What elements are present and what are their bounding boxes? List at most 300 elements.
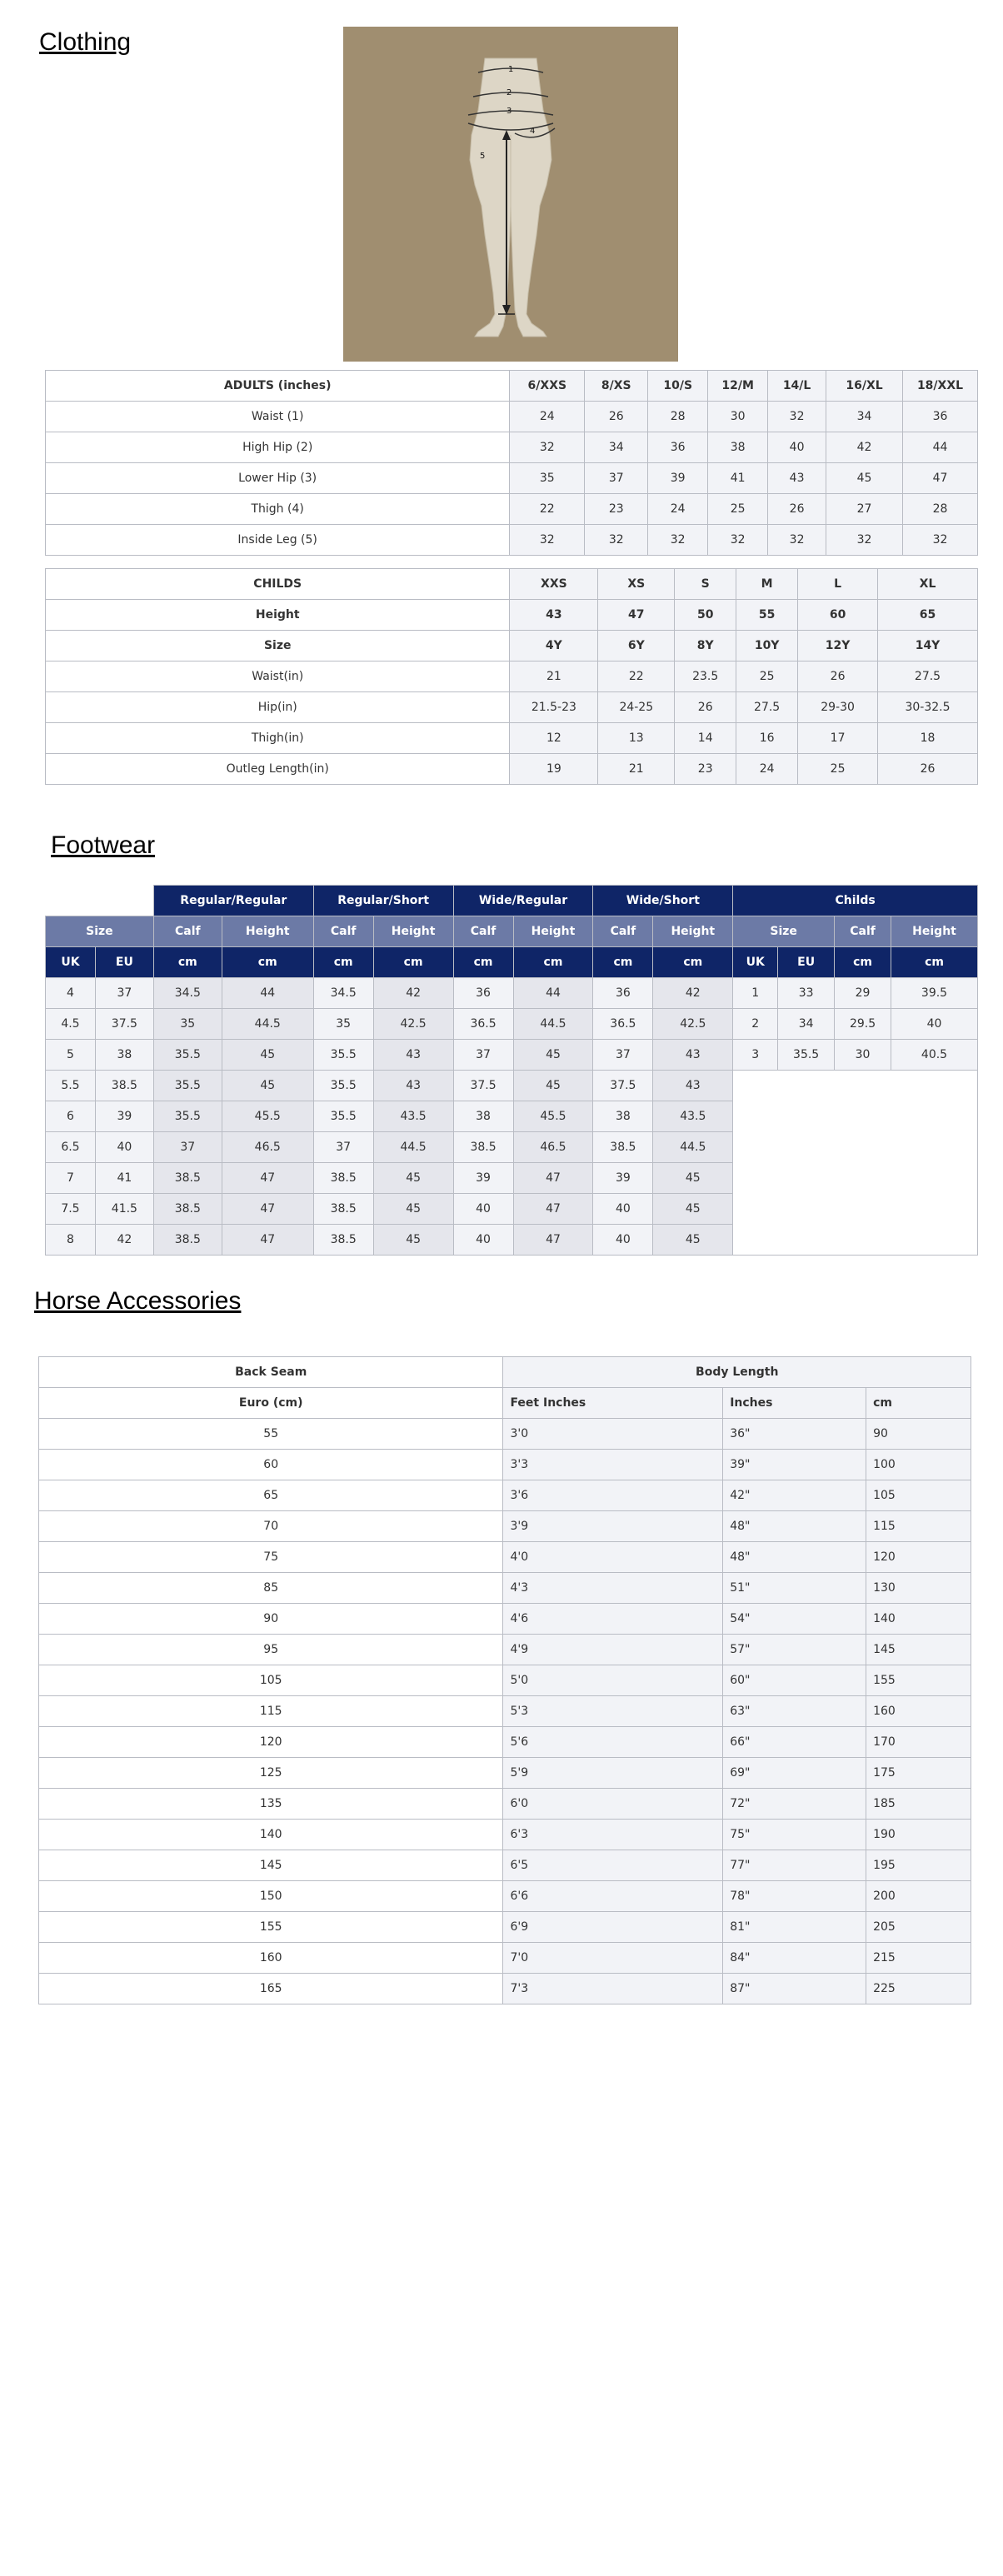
subheader-cell: Height [373, 916, 453, 947]
table-cell: 38.5 [313, 1194, 373, 1225]
table-cell: 38.5 [153, 1163, 222, 1194]
table-cell: 7'0 [503, 1943, 723, 1974]
table-cell: 7'3 [503, 1974, 723, 2004]
table-cell: 40 [95, 1132, 153, 1163]
horse-header-row-2 [39, 1388, 971, 1419]
table-cell: 120 [866, 1542, 971, 1573]
table-cell: 6'9 [503, 1912, 723, 1943]
unit-cell: EU [778, 947, 835, 978]
measure-label-5: 5 [480, 152, 486, 161]
table-cell: 63" [723, 1696, 866, 1727]
leg-measurement-image [343, 27, 678, 362]
unit-cell: cm [222, 947, 313, 978]
childs-header-row [46, 569, 978, 600]
table-cell: 170 [866, 1727, 971, 1758]
table-cell: 36.5 [593, 1009, 653, 1040]
table-row [39, 1789, 971, 1820]
table-cell: 39 [453, 1163, 513, 1194]
table-cell: 45.5 [222, 1101, 313, 1132]
table-row [39, 1511, 971, 1542]
table-cell: 5'9 [503, 1758, 723, 1789]
table-cell: 34 [585, 432, 648, 463]
table-cell: 48" [723, 1542, 866, 1573]
table-cell: 48" [723, 1511, 866, 1542]
table-cell: 38.5 [453, 1132, 513, 1163]
table-cell: 3'3 [503, 1450, 723, 1480]
table-cell: 28 [648, 402, 708, 432]
table-cell: 41 [708, 463, 768, 494]
table-cell: 60 [39, 1450, 503, 1480]
table-cell: 205 [866, 1912, 971, 1943]
childs-cell: 35.5 [778, 1040, 835, 1071]
unit-cell: cm [891, 947, 978, 978]
table-row [39, 1450, 971, 1480]
table-cell: 8 [46, 1225, 96, 1256]
table-row [39, 1943, 971, 1974]
table-cell: 190 [866, 1820, 971, 1850]
table-header-cell: 18/XXL [903, 371, 978, 402]
table-cell: 43 [653, 1071, 733, 1101]
table-header-cell: ADULTS (inches) [46, 371, 510, 402]
table-cell: 27 [826, 494, 903, 525]
table-cell: 195 [866, 1850, 971, 1881]
table-row [39, 1665, 971, 1696]
table-cell: 3'9 [503, 1511, 723, 1542]
table-row [46, 661, 978, 692]
table-cell: 35.5 [153, 1101, 222, 1132]
table-cell: 26 [798, 661, 878, 692]
table-cell: 35 [313, 1009, 373, 1040]
childs-cell: 1 [733, 978, 778, 1009]
table-cell: 37 [453, 1040, 513, 1071]
table-cell: 23 [585, 494, 648, 525]
table-cell: 44 [903, 432, 978, 463]
table-cell: 95 [39, 1635, 503, 1665]
unit-cell: cm [653, 947, 733, 978]
table-header-cell: 8/XS [585, 371, 648, 402]
table-cell: 84" [723, 1943, 866, 1974]
table-row [39, 1820, 971, 1850]
table-cell: 35.5 [313, 1101, 373, 1132]
table-cell: 4.5 [46, 1009, 96, 1040]
unit-cell: UK [46, 947, 96, 978]
table-row [46, 978, 978, 1009]
table-cell: 45 [222, 1071, 313, 1101]
table-cell: 36 [648, 432, 708, 463]
row-label: Inside Leg (5) [46, 525, 510, 556]
row-label: High Hip (2) [46, 432, 510, 463]
table-cell: 185 [866, 1789, 971, 1820]
table-cell: 43.5 [373, 1101, 453, 1132]
table-cell: 5.5 [46, 1071, 96, 1101]
row-label: Waist(in) [46, 661, 510, 692]
table-cell: 6'0 [503, 1789, 723, 1820]
table-cell: 105 [866, 1480, 971, 1511]
childs-cell: 33 [778, 978, 835, 1009]
table-cell: 44.5 [222, 1009, 313, 1040]
table-cell: 200 [866, 1881, 971, 1912]
table-cell: 5'0 [503, 1665, 723, 1696]
table-cell: 60 [798, 600, 878, 631]
table-cell: 44 [222, 978, 313, 1009]
table-cell: 21.5-23 [510, 692, 598, 723]
table-cell: 46.5 [222, 1132, 313, 1163]
table-row [39, 1912, 971, 1943]
table-cell: 26 [585, 402, 648, 432]
table-cell: 45 [653, 1194, 733, 1225]
table-cell: 47 [513, 1194, 593, 1225]
table-header-cell: Inches [723, 1388, 866, 1419]
row-label: Waist (1) [46, 402, 510, 432]
table-cell: 18 [878, 723, 978, 754]
table-cell: 42 [95, 1225, 153, 1256]
table-cell: 42 [653, 978, 733, 1009]
table-cell: 6'5 [503, 1850, 723, 1881]
subheader-cell: Height [891, 916, 978, 947]
table-cell: 16 [736, 723, 798, 754]
table-cell: 22 [598, 661, 675, 692]
table-header-cell: 16/XL [826, 371, 903, 402]
table-cell: 36.5 [453, 1009, 513, 1040]
table-cell: 145 [866, 1635, 971, 1665]
table-row [46, 600, 978, 631]
table-cell: 35.5 [313, 1071, 373, 1101]
table-cell: 37 [585, 463, 648, 494]
table-row [46, 525, 978, 556]
table-cell: 90 [866, 1419, 971, 1450]
table-cell: 85 [39, 1573, 503, 1604]
table-cell: 22 [510, 494, 585, 525]
table-header-cell: Back Seam [39, 1357, 503, 1388]
childs-size-table [45, 568, 978, 785]
unit-cell: cm [313, 947, 373, 978]
table-cell: 140 [39, 1820, 503, 1850]
table-cell: 46.5 [513, 1132, 593, 1163]
table-cell: 25 [798, 754, 878, 785]
table-cell: 38.5 [95, 1071, 153, 1101]
table-cell: 35.5 [153, 1040, 222, 1071]
table-cell: 39 [593, 1163, 653, 1194]
table-cell: 5'6 [503, 1727, 723, 1758]
table-row [46, 494, 978, 525]
table-cell: 36 [903, 402, 978, 432]
table-cell: 41.5 [95, 1194, 153, 1225]
table-cell: 4Y [510, 631, 598, 661]
table-cell: 26 [768, 494, 826, 525]
footwear-subheader-row [46, 916, 978, 947]
table-cell: 38.5 [153, 1225, 222, 1256]
table-cell: 4'6 [503, 1604, 723, 1635]
table-cell: 5'3 [503, 1696, 723, 1727]
table-row [46, 402, 978, 432]
measure-label-4: 4 [530, 127, 536, 136]
table-header-cell: 10/S [648, 371, 708, 402]
table-cell: 66" [723, 1727, 866, 1758]
table-cell: 43 [373, 1040, 453, 1071]
table-cell: 32 [768, 402, 826, 432]
subheader-cell: Size [46, 916, 154, 947]
footwear-size-table [45, 885, 978, 1256]
table-cell: 87" [723, 1974, 866, 2004]
table-cell: 12 [510, 723, 598, 754]
subheader-cell: Calf [313, 916, 373, 947]
table-cell: 32 [510, 432, 585, 463]
table-cell: 45 [513, 1071, 593, 1101]
table-row [46, 631, 978, 661]
childs-cell: 34 [778, 1009, 835, 1040]
row-label: Thigh(in) [46, 723, 510, 754]
table-cell: 41 [95, 1163, 153, 1194]
table-cell: 37.5 [593, 1071, 653, 1101]
row-label: Hip(in) [46, 692, 510, 723]
table-cell: 3'6 [503, 1480, 723, 1511]
table-cell: 40 [453, 1194, 513, 1225]
table-header-cell: cm [866, 1388, 971, 1419]
table-cell: 40 [593, 1194, 653, 1225]
table-cell: 36 [593, 978, 653, 1009]
table-cell: 23 [675, 754, 736, 785]
table-cell: 45 [373, 1225, 453, 1256]
table-cell: 8Y [675, 631, 736, 661]
table-cell: 175 [866, 1758, 971, 1789]
table-cell: 5 [46, 1040, 96, 1071]
table-cell: 39" [723, 1450, 866, 1480]
table-cell: 38 [708, 432, 768, 463]
table-cell: 105 [39, 1665, 503, 1696]
table-cell: 77" [723, 1850, 866, 1881]
horse-accessories-title: Horse Accessories [34, 1287, 242, 1315]
table-cell: 29-30 [798, 692, 878, 723]
table-row [39, 1542, 971, 1573]
row-label: Height [46, 600, 510, 631]
table-cell: 34.5 [153, 978, 222, 1009]
subheader-cell: Height [653, 916, 733, 947]
table-row [46, 692, 978, 723]
table-cell: 4'3 [503, 1573, 723, 1604]
table-cell: 45 [653, 1163, 733, 1194]
table-cell: 65 [878, 600, 978, 631]
table-cell: 38 [95, 1040, 153, 1071]
row-label: Thigh (4) [46, 494, 510, 525]
table-cell: 32 [903, 525, 978, 556]
table-header-cell: 14/L [768, 371, 826, 402]
table-cell: 215 [866, 1943, 971, 1974]
table-cell: 42.5 [653, 1009, 733, 1040]
table-cell: 47 [513, 1225, 593, 1256]
table-cell: 145 [39, 1850, 503, 1881]
table-cell: 10Y [736, 631, 798, 661]
clothing-title: Clothing [39, 28, 132, 56]
table-row [39, 1480, 971, 1511]
table-row [39, 1696, 971, 1727]
empty-cell [46, 886, 154, 916]
group-header: Regular/Short [313, 886, 453, 916]
unit-cell: EU [95, 947, 153, 978]
unit-cell: UK [733, 947, 778, 978]
table-header-cell: S [675, 569, 736, 600]
table-cell: 32 [510, 525, 585, 556]
table-header-cell: 12/M [708, 371, 768, 402]
table-row [39, 1604, 971, 1635]
table-cell: 19 [510, 754, 598, 785]
table-cell: 44.5 [653, 1132, 733, 1163]
table-cell: 43 [373, 1071, 453, 1101]
table-cell: 14 [675, 723, 736, 754]
table-cell: 47 [222, 1194, 313, 1225]
table-cell: 50 [675, 600, 736, 631]
group-header: Childs [733, 886, 978, 916]
table-cell: 25 [708, 494, 768, 525]
table-cell: 4 [46, 978, 96, 1009]
table-cell: 24 [648, 494, 708, 525]
table-cell: 78" [723, 1881, 866, 1912]
subheader-cell: Calf [593, 916, 653, 947]
table-cell: 3'0 [503, 1419, 723, 1450]
childs-cell: 40 [891, 1009, 978, 1040]
table-header-cell: Euro (cm) [39, 1388, 503, 1419]
table-header-cell: M [736, 569, 798, 600]
table-row [46, 1009, 978, 1040]
table-cell: 45 [373, 1194, 453, 1225]
horse-size-table [38, 1356, 971, 2004]
table-cell: 45 [826, 463, 903, 494]
table-cell: 32 [585, 525, 648, 556]
footwear-title: Footwear [51, 831, 156, 859]
table-cell: 4'9 [503, 1635, 723, 1665]
table-cell: 39 [95, 1101, 153, 1132]
table-header-cell: 6/XXS [510, 371, 585, 402]
table-cell: 32 [826, 525, 903, 556]
unit-cell: cm [513, 947, 593, 978]
table-cell: 36 [453, 978, 513, 1009]
table-cell: 30-32.5 [878, 692, 978, 723]
childs-cell: 2 [733, 1009, 778, 1040]
childs-cell: 29.5 [835, 1009, 891, 1040]
table-cell: 25 [736, 661, 798, 692]
table-cell: 30 [708, 402, 768, 432]
table-header-cell: L [798, 569, 878, 600]
measure-label-2: 2 [506, 88, 512, 97]
table-cell: 6Y [598, 631, 675, 661]
table-cell: 45.5 [513, 1101, 593, 1132]
table-cell: 47 [513, 1163, 593, 1194]
table-cell: 35.5 [313, 1040, 373, 1071]
table-cell: 39 [648, 463, 708, 494]
mannequin-legs-illustration [343, 27, 678, 362]
group-header: Regular/Regular [153, 886, 313, 916]
table-cell: 38.5 [593, 1132, 653, 1163]
table-row [39, 1758, 971, 1789]
table-cell: 6'6 [503, 1881, 723, 1912]
table-header-cell: Feet Inches [503, 1388, 723, 1419]
table-row [39, 1727, 971, 1758]
table-cell: 38.5 [313, 1225, 373, 1256]
adults-size-table [45, 370, 978, 556]
table-cell: 38 [453, 1101, 513, 1132]
table-cell: 14Y [878, 631, 978, 661]
horse-header-row-1 [39, 1357, 971, 1388]
table-cell: 43.5 [653, 1101, 733, 1132]
table-cell: 47 [222, 1225, 313, 1256]
row-label: Lower Hip (3) [46, 463, 510, 494]
table-cell: 27.5 [736, 692, 798, 723]
table-cell: 51" [723, 1573, 866, 1604]
table-header-cell: XS [598, 569, 675, 600]
childs-cell: 29 [835, 978, 891, 1009]
table-cell: 37.5 [95, 1009, 153, 1040]
table-cell: 38.5 [153, 1194, 222, 1225]
table-cell: 35 [510, 463, 585, 494]
table-cell: 21 [510, 661, 598, 692]
table-cell: 75" [723, 1820, 866, 1850]
table-cell: 160 [866, 1696, 971, 1727]
table-cell: 45 [513, 1040, 593, 1071]
footwear-group-header-row [46, 886, 978, 916]
table-cell: 155 [866, 1665, 971, 1696]
table-cell: 225 [866, 1974, 971, 2004]
childs-cell: 3 [733, 1040, 778, 1071]
table-cell: 42 [373, 978, 453, 1009]
childs-cell: 40.5 [891, 1040, 978, 1071]
table-cell: 42" [723, 1480, 866, 1511]
table-cell: 47 [903, 463, 978, 494]
table-cell: 7.5 [46, 1194, 96, 1225]
table-cell: 32 [768, 525, 826, 556]
table-cell: 165 [39, 1974, 503, 2004]
table-row [46, 1071, 978, 1101]
table-row [39, 1881, 971, 1912]
table-cell: 57" [723, 1635, 866, 1665]
table-cell: 27.5 [878, 661, 978, 692]
table-cell: 40 [453, 1225, 513, 1256]
table-cell: 140 [866, 1604, 971, 1635]
table-cell: 44.5 [513, 1009, 593, 1040]
table-cell: 35.5 [153, 1071, 222, 1101]
table-cell: 54" [723, 1604, 866, 1635]
table-cell: 26 [675, 692, 736, 723]
table-header-cell: XXS [510, 569, 598, 600]
group-header: Wide/Short [593, 886, 733, 916]
table-cell: 155 [39, 1912, 503, 1943]
row-label: Size [46, 631, 510, 661]
group-header: Wide/Regular [453, 886, 593, 916]
table-cell: 6'3 [503, 1820, 723, 1850]
table-cell: 37 [593, 1040, 653, 1071]
unit-cell: cm [453, 947, 513, 978]
table-cell: 6 [46, 1101, 96, 1132]
empty-cell [733, 1071, 978, 1256]
unit-cell: cm [835, 947, 891, 978]
table-cell: 38.5 [313, 1163, 373, 1194]
subheader-cell: Calf [835, 916, 891, 947]
table-cell: 13 [598, 723, 675, 754]
table-cell: 40 [768, 432, 826, 463]
adults-header-row [46, 371, 978, 402]
footwear-units-row [46, 947, 978, 978]
table-cell: 37 [153, 1132, 222, 1163]
table-cell: 38 [593, 1101, 653, 1132]
table-row [46, 754, 978, 785]
table-cell: 125 [39, 1758, 503, 1789]
unit-cell: cm [153, 947, 222, 978]
table-cell: 160 [39, 1943, 503, 1974]
table-cell: 115 [866, 1511, 971, 1542]
table-cell: 24 [510, 402, 585, 432]
table-cell: 7 [46, 1163, 96, 1194]
table-cell: 28 [903, 494, 978, 525]
table-cell: 130 [866, 1573, 971, 1604]
table-cell: 90 [39, 1604, 503, 1635]
